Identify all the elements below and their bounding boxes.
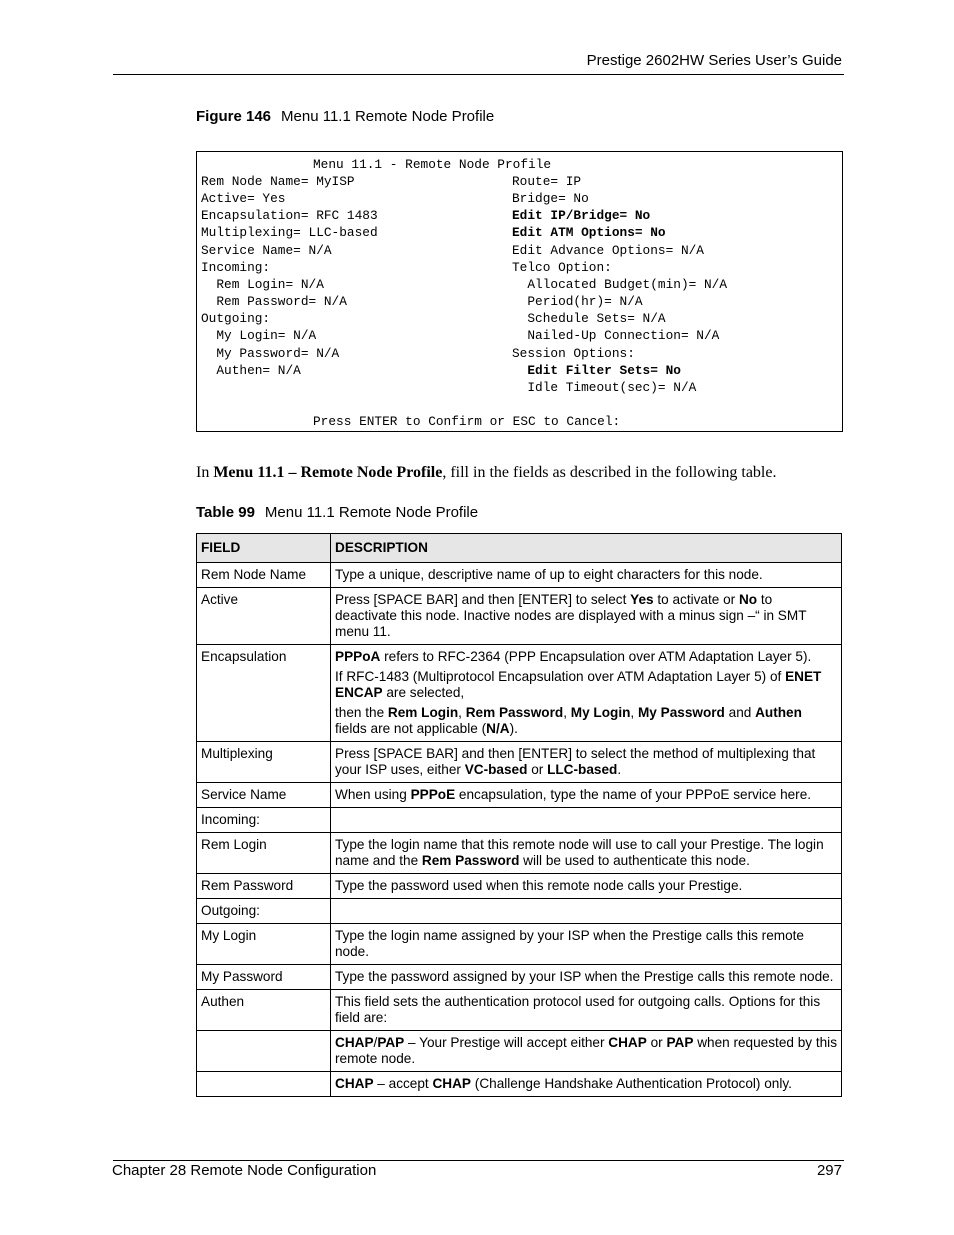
terminal-field-bridge: Bridge= No — [512, 191, 589, 206]
terminal-field-my-login: My Login= N/A — [201, 328, 317, 343]
terminal-section-incoming: Incoming: — [201, 260, 271, 275]
field-cell: My Password — [197, 965, 331, 990]
table-row — [197, 588, 842, 645]
terminal-field-service-name: Service Name= N/A — [201, 243, 332, 258]
table-title: Menu 11.1 Remote Node Profile — [264, 504, 479, 521]
description-cell: Type the password used when this remote node calls your Prestige. — [331, 874, 842, 899]
table-row — [197, 990, 842, 1031]
field-cell: Authen — [197, 990, 331, 1031]
terminal-field-multiplexing: Multiplexing= LLC-based — [201, 225, 378, 240]
description-cell: This field sets the authentication protocol used for outgoing calls. Options for this field are: — [331, 990, 842, 1031]
field-cell: Multiplexing — [197, 742, 331, 783]
terminal-field-rem-login: Rem Login= N/A — [201, 277, 324, 292]
intro-paragraph: In Menu 11.1 – Remote Node Profile, fill in the fields as described in the following table. — [196, 464, 777, 481]
terminal-field-route: Route= IP — [512, 174, 582, 189]
terminal-prompt: Press ENTER to Confirm or ESC to Cancel: — [313, 414, 621, 429]
table-row — [197, 742, 842, 783]
field-cell — [197, 1072, 331, 1097]
table-row — [197, 1031, 842, 1072]
terminal-field-schedule-sets: Schedule Sets= N/A — [512, 311, 666, 326]
table-row — [197, 833, 842, 874]
terminal-field-period: Period(hr)= N/A — [512, 294, 643, 309]
footer-rule — [113, 1160, 844, 1161]
description-cell: Type the password assigned by your ISP when the Prestige calls this remote node. — [331, 965, 842, 990]
field-cell: Incoming: — [197, 808, 331, 833]
terminal-field-my-password: My Password= N/A — [201, 346, 340, 361]
terminal-field-allocated-budget: Allocated Budget(min)= N/A — [512, 277, 728, 292]
table-header-row — [197, 534, 842, 563]
terminal-menu-title: Menu 11.1 - Remote Node Profile — [313, 157, 552, 172]
description-cell: When using PPPoE encapsulation, type the name of your PPPoE service here. — [331, 783, 842, 808]
terminal-field-edit-filter-sets: Edit Filter Sets= No — [512, 363, 681, 378]
figure-label: Figure 146 — [196, 108, 272, 125]
table-row — [197, 1072, 842, 1097]
figure-caption — [196, 108, 494, 125]
table-row — [197, 899, 842, 924]
description-cell: Type the login name that this remote node will use to call your Prestige. The login name and the Rem Password will be used to authenticate this node. — [331, 833, 842, 874]
field-cell — [197, 1031, 331, 1072]
table-row — [197, 645, 842, 742]
figure-title: Menu 11.1 Remote Node Profile — [281, 108, 495, 125]
table-label: Table 99 — [196, 504, 255, 521]
field-cell: My Login — [197, 924, 331, 965]
terminal-field-edit-atm-options: Edit ATM Options= No — [512, 225, 666, 240]
field-cell: Rem Password — [197, 874, 331, 899]
column-header-description: DESCRIPTION — [331, 534, 842, 563]
table-row — [197, 965, 842, 990]
terminal-field-encapsulation: Encapsulation= RFC 1483 — [201, 208, 378, 223]
field-cell: Rem Login — [197, 833, 331, 874]
table-row — [197, 563, 842, 588]
terminal-field-edit-advance-options: Edit Advance Options= N/A — [512, 243, 704, 258]
table-row — [197, 808, 842, 833]
description-cell: Type a unique, descriptive name of up to eight characters for this node. — [331, 563, 842, 588]
description-cell: Type the login name assigned by your ISP when the Prestige calls this remote node. — [331, 924, 842, 965]
field-cell: Active — [197, 588, 331, 645]
description-cell: CHAP/PAP – Your Prestige will accept either CHAP or PAP when requested by this remote node. — [331, 1031, 842, 1072]
description-cell: Press [SPACE BAR] and then [ENTER] to select Yes to activate or No to deactivate this node. Inactive nodes are displayed with a minus sign –“ in SMT menu 11. — [331, 588, 842, 645]
terminal-section-telco-option: Telco Option: — [512, 260, 612, 275]
terminal-field-idle-timeout: Idle Timeout(sec)= N/A — [512, 380, 697, 395]
footer-page-number: 297 — [816, 1162, 842, 1179]
running-header-title: Prestige 2602HW Series User’s Guide — [586, 52, 842, 69]
terminal-field-edit-ip-bridge: Edit IP/Bridge= No — [512, 208, 651, 223]
header-rule — [113, 74, 844, 75]
terminal-field-rem-password: Rem Password= N/A — [201, 294, 347, 309]
field-cell: Outgoing: — [197, 899, 331, 924]
description-cell: Press [SPACE BAR] and then [ENTER] to select the method of multiplexing that your ISP uses, either VC-based or LLC-based. — [331, 742, 842, 783]
terminal-screen — [196, 151, 843, 432]
terminal-field-nailed-up-connection: Nailed-Up Connection= N/A — [512, 328, 720, 343]
description-cell — [331, 899, 842, 924]
description-cell: PPPoA refers to RFC-2364 (PPP Encapsulation over ATM Adaptation Layer 5). If RFC-1483 (Multiprotocol Encapsulation over ATM Adaptation Layer 5) of ENET ENCAP are selected, then the Rem Login, Rem Password, My Login, My Password and Authen fields are not applicable (N/A). — [331, 645, 842, 742]
terminal-field-authen: Authen= N/A — [201, 363, 301, 378]
column-header-field: FIELD — [197, 534, 331, 563]
menu-name: Menu 11.1 – Remote Node Profile — [213, 464, 443, 481]
terminal-section-session-options: Session Options: — [512, 346, 635, 361]
description-cell — [331, 808, 842, 833]
field-cell: Rem Node Name — [197, 563, 331, 588]
table-row — [197, 874, 842, 899]
field-cell: Service Name — [197, 783, 331, 808]
terminal-field-active: Active= Yes — [201, 191, 286, 206]
table-row — [197, 924, 842, 965]
table-caption — [196, 504, 478, 521]
field-cell: Encapsulation — [197, 645, 331, 742]
description-cell: CHAP – accept CHAP (Challenge Handshake Authentication Protocol) only. — [331, 1072, 842, 1097]
terminal-field-rem-node-name: Rem Node Name= MyISP — [201, 174, 355, 189]
footer-chapter: Chapter 28 Remote Node Configuration — [112, 1162, 377, 1179]
table-row — [197, 783, 842, 808]
terminal-section-outgoing: Outgoing: — [201, 311, 271, 326]
field-description-table — [196, 533, 842, 1097]
